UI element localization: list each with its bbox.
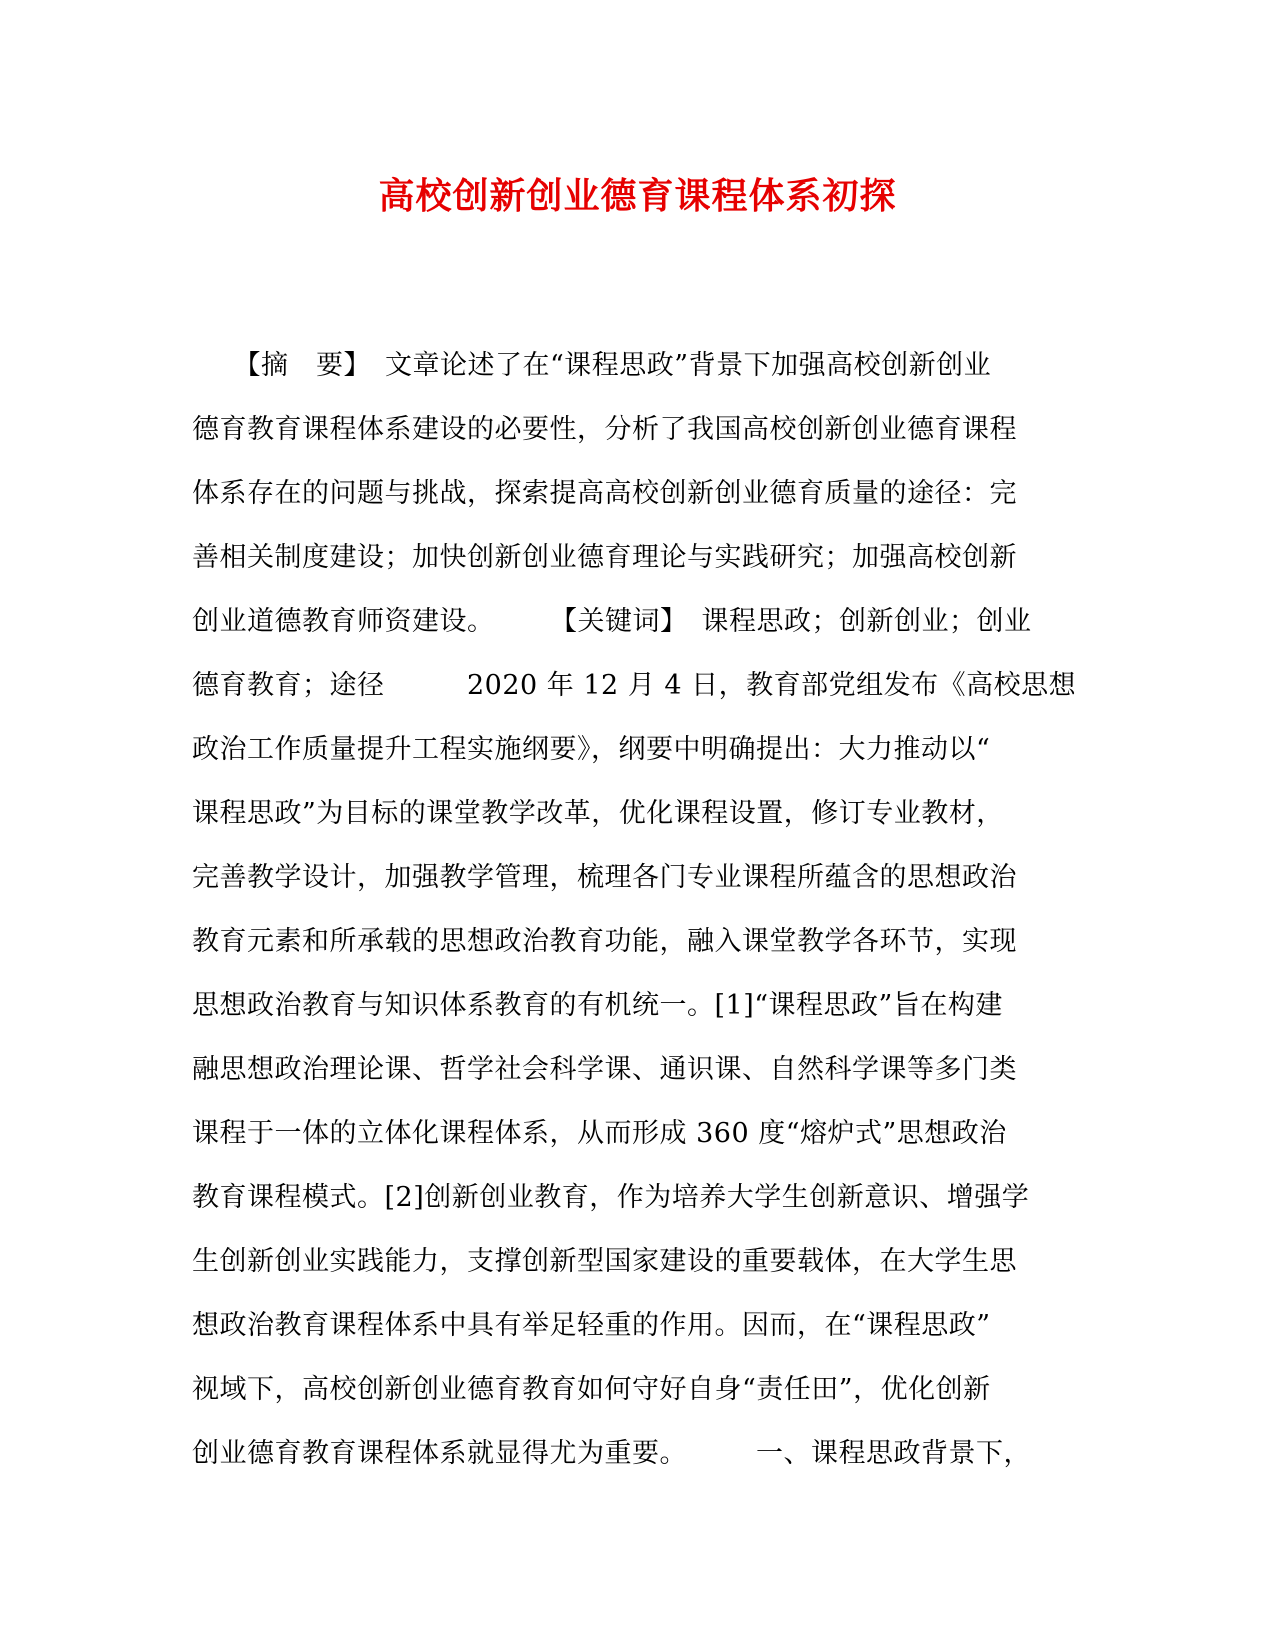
body-line: 思想政治教育与知识体系教育的有机统一。[1]“课程思政”旨在构建 [192, 990, 1003, 1021]
body-line: 完善教学设计，加强教学管理，梳理各门专业课程所蕴含的思想政治 [192, 862, 1017, 893]
body-line: 善相关制度建设；加快创新创业德育理论与实践研究；加强高校创新 [192, 542, 1017, 573]
document-body [192, 348, 1092, 1500]
body-line: 教育课程模式。[2]创新创业教育，作为培养大学生创新意识、增强学 [192, 1182, 1030, 1213]
body-line: 体系存在的问题与挑战，探索提高高校创新创业德育质量的途径：完 [192, 478, 1017, 509]
body-line: 德育教育；途径 2020 年 12 月 4 日，教育部党组发布《高校思想 [192, 670, 1077, 701]
document-title: 高校创新创业德育课程体系初探 [378, 175, 897, 217]
body-line: 课程于一体的立体化课程体系，从而形成 360 度“熔炉式”思想政治 [192, 1118, 1007, 1149]
body-line: 想政治教育课程体系中具有举足轻重的作用。因而，在“课程思政” [192, 1310, 991, 1341]
body-line: 德育教育课程体系建设的必要性，分析了我国高校创新创业德育课程 [192, 414, 1017, 445]
body-line: 【摘 要】 文章论述了在“课程思政”背景下加强高校创新创业 [192, 350, 992, 381]
body-line: 教育元素和所承载的思想政治教育功能，融入课堂教学各环节，实现 [192, 926, 1017, 957]
body-line: 政治工作质量提升工程实施纲要》，纲要中明确提出：大力推动以“ [192, 734, 991, 765]
body-line: 课程思政”为目标的课堂教学改革，优化课程设置，修订专业教材， [192, 798, 1004, 829]
body-line: 生创新创业实践能力，支撑创新型国家建设的重要载体，在大学生思 [192, 1246, 1017, 1277]
body-line: 融思想政治理论课、哲学社会科学课、通识课、自然科学课等多门类 [192, 1054, 1017, 1085]
body-line: 创业道德教育师资建设。 【关键词】 课程思政；创新创业；创业 [192, 606, 1032, 637]
body-line: 视域下，高校创新创业德育教育如何守好自身“责任田”，优化创新 [192, 1374, 991, 1405]
body-line: 创业德育教育课程体系就显得尤为重要。 一、课程思政背景下， [192, 1438, 1031, 1469]
